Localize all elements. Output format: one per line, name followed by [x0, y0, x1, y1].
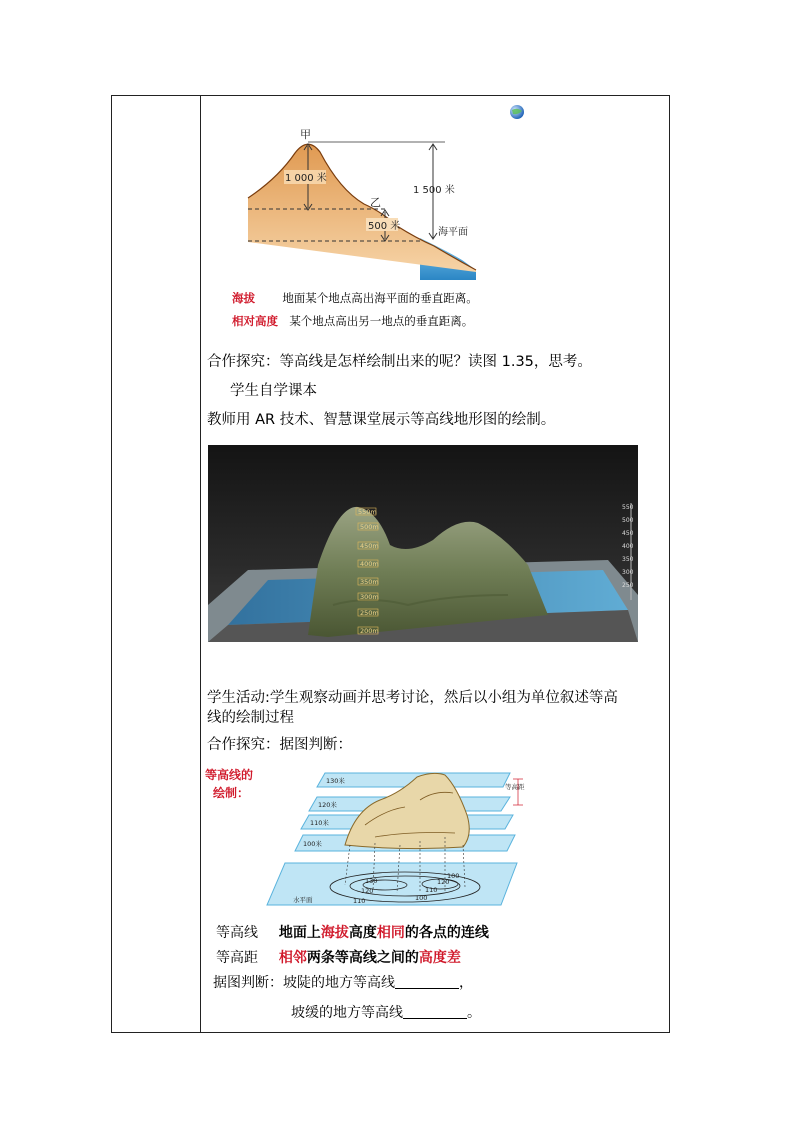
paragraph-ar-demo: 教师用 AR 技术、智慧课堂展示等高线地形图的绘制。	[207, 412, 556, 428]
ar-scale-tick: 500	[622, 517, 634, 524]
text-altitude: 地面某个地点高出海平面的垂直距离。	[282, 291, 478, 305]
sea-level-label: 海平面	[438, 227, 468, 238]
term-relative-height: 相对高度	[232, 314, 278, 328]
height-1500-label: 1 500 米	[413, 185, 455, 196]
paragraph-explore: 合作探究：等高线是怎样绘制出来的呢？读图 1.35，思考。	[207, 354, 592, 370]
ar-scale-tick: 350	[622, 556, 634, 563]
globe-icon[interactable]	[508, 103, 526, 121]
ar-scale-tick: 250	[622, 582, 634, 589]
term-contour: 等高线	[216, 925, 258, 941]
interval-label: 等高距	[505, 783, 525, 791]
definition-relative-height	[232, 313, 473, 329]
ar-level-label: 550m	[358, 508, 377, 516]
answer-blank-steep[interactable]	[395, 978, 459, 989]
contour-drawing-diagram	[205, 765, 525, 915]
contour-value: 100	[447, 872, 460, 880]
definition-contour-interval: 等高距 相邻两条等高线之间的高度差	[216, 950, 461, 966]
ar-level-label: 300m	[360, 593, 379, 601]
height-1000-label: 1 000 米	[285, 173, 327, 184]
contour-value: 110	[425, 886, 438, 894]
peak-label: 甲	[300, 128, 311, 141]
altitude-diagram	[240, 120, 490, 280]
paragraph-judge-intro: 合作探究：据图判断：	[207, 737, 352, 753]
ar-scale-tick: 300	[622, 569, 634, 576]
contour-value: 130	[365, 877, 378, 885]
land-shape	[248, 144, 476, 272]
ar-level-label: 250m	[360, 609, 379, 617]
term-altitude: 海拔	[232, 291, 255, 305]
contour-value: 120	[361, 887, 374, 895]
judge-gentle: 坡缓的地方等高线 。	[291, 1005, 481, 1021]
fig2-title-2: 绘制：	[213, 786, 250, 800]
contour-value: 110	[353, 897, 366, 905]
ar-scale-tick: 550	[622, 504, 634, 511]
contour-value: 100	[415, 894, 428, 902]
contour-value: 120	[437, 878, 450, 886]
paragraph-self-study: 学生自学课本	[230, 383, 317, 399]
height-500-label: 500 米	[368, 221, 401, 232]
fig2-title-1: 等高线的	[205, 768, 254, 782]
term-interval: 等高距	[216, 950, 258, 966]
ar-scale-tick: 400	[622, 543, 634, 550]
paragraph-activity-2: 线的绘制过程	[207, 710, 294, 726]
mid-label: 乙	[370, 196, 381, 209]
ar-scale-tick: 450	[622, 530, 634, 537]
plane-label: 100米	[303, 840, 322, 848]
paragraph-activity-1: 学生活动:学生观察动画并思考讨论，然后以小组为单位叙述等高	[207, 690, 618, 706]
plane-label: 110米	[310, 819, 329, 827]
base-plane-label: 水平面	[293, 896, 313, 904]
judge-steep: 据图判断：坡陡的地方等高线 ，	[213, 975, 473, 991]
ar-level-label: 350m	[360, 578, 379, 586]
ar-level-label: 450m	[360, 542, 379, 550]
ar-terrain-photo	[208, 445, 638, 642]
definition-contour: 等高线 地面上海拔高度相同的各点的连线	[216, 925, 489, 941]
ar-level-label: 500m	[360, 523, 379, 531]
definition-altitude	[232, 290, 478, 306]
text-relative-height: 某个地点高出另一地点的垂直距离。	[289, 314, 474, 328]
column-divider	[200, 95, 201, 1033]
plane-label: 120米	[318, 801, 337, 809]
answer-blank-gentle[interactable]	[403, 1008, 467, 1019]
plane-label: 130米	[326, 777, 345, 785]
ar-level-label: 400m	[360, 560, 379, 568]
ar-level-label: 200m	[360, 627, 379, 635]
